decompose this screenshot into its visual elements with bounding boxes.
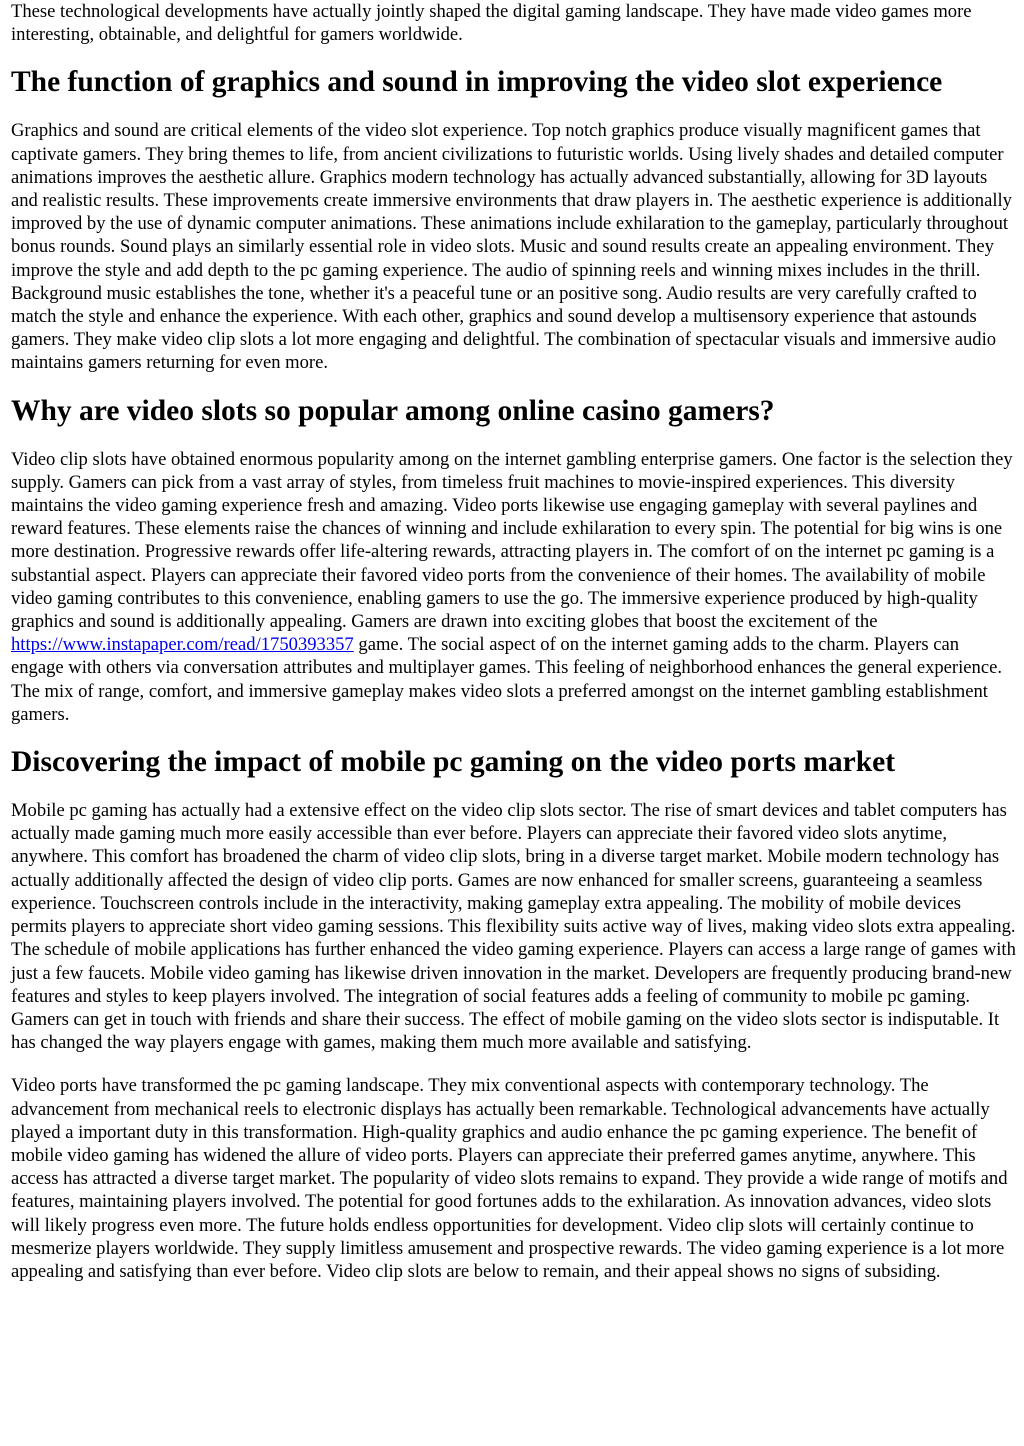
mobile-gaming-paragraph: Mobile pc gaming has actually had a extensive effect on the video clip slots sector. The rise of smart devices and tablet computers has actually made gaming much more easily accessible than ever before. Players can appreciate their favored video slots anytime, anywhere. This comfort has broadened the charm of video clip slots, bring in a diverse target market. Mobile modern technology has actually additionally affected the design of video clip ports. Games are now enhanced for smaller screens, guaranteeing a seamless experience. Touchscreen controls include in the interactivity, making gameplay extra appealing. The mobility of mobile devices permits players to appreciate short video gaming sessions. This flexibility suits active way of lives, making video slots extra appealing. The schedule of mobile applications has further enhanced the video gaming experience. Players can access a large range of games with just a few faucets. Mobile video gaming has likewise driven innovation in the market. Developers are frequently producing brand-new features and styles to keep players involved. The integration of social features adds a feeling of community to mobile pc gaming. Gamers can get in touch with friends and share their success. The effect of mobile gaming on the video slots sector is indisputable. It has changed the way players engage with games, making them much more available and satisfying. bbox=[11, 800, 1016, 1054]
popularity-paragraph bbox=[11, 448, 1016, 726]
popularity-text-after-link: game. The social aspect of on the internet gaming adds to the charm. Players can engage with others via conversation attributes and multiplayer games. This feeling of neighborhood enhances the general experience. The mix of range, comfort, and immersive gameplay makes video slots a preferred amongst on the internet gambling establishment gamers. bbox=[11, 634, 1002, 725]
heading-why-popular: Why are video slots so popular among online casino gamers? bbox=[11, 394, 775, 427]
popularity-text-before-link: Video clip slots have obtained enormous popularity among on the internet gambling enterprise gamers. One factor is the selection they supply. Gamers can pick from a vast array of styles, from timeless fruit machines to movie-inspired experiences. This diversity maintains the video gaming experience fresh and amazing. Video ports likewise use engaging gameplay with several paylines and reward features. These elements raise the chances of winning and include exhilaration to every spin. The potential for big wins is one more destination. Progressive rewards offer life-altering rewards, attracting players in. The comfort of on the internet pc gaming is a substantial aspect. Players can appreciate their favored video ports from the convenience of their homes. The availability of mobile video gaming contributes to this convenience, enabling gamers to use the go. The immersive experience produced by high-quality graphics and sound is additionally appealing. Gamers are drawn into exciting globes that boost the excitement of the bbox=[11, 448, 1013, 633]
heading-mobile-gaming: Discovering the impact of mobile pc gaming on the video ports market bbox=[11, 746, 896, 779]
intro-paragraph: These technological developments have actually jointly shaped the digital gaming landscape. They have made video games more interesting, obtainable, and delightful for gamers worldwide. bbox=[11, 1, 972, 46]
conclusion-paragraph: Video ports have transformed the pc gaming landscape. They mix conventional aspects with contemporary technology. The advancement from mechanical reels to electronic displays has actually been remarkable. Technological advancements have actually played a important duty in this transformation. High-quality graphics and audio enhance the pc gaming experience. The benefit of mobile video gaming has widened the allure of video ports. Players can appreciate their preferred games anytime, anywhere. This access has attracted a diverse target market. The popularity of video slots remains to expand. They provide a wide range of motifs and features, maintaining players involved. The potential for good fortunes adds to the exhilaration. As innovation advances, video slots will likely progress even more. The future holds endless opportunities for development. Video clip slots will certainly continue to mesmerize players worldwide. They supply limitless amusement and prospective rewards. The video gaming experience is a lot more appealing and satisfying than ever before. Video clip slots are below to remain, and their appeal shows no signs of subsiding. bbox=[11, 1075, 1008, 1282]
heading-graphics-and-sound: The function of graphics and sound in improving the video slot experience bbox=[11, 66, 943, 99]
graphics-sound-paragraph: Graphics and sound are critical elements of the video slot experience. Top notch graphics produce visually magnificent games that captivate gamers. They bring themes to life, from ancient civilizations to futuristic worlds. Using lively shades and detailed computer animations improves the aesthetic allure. Graphics modern technology has actually advanced substantially, allowing for 3D layouts and realistic results. These improvements create immersive environments that draw players in. The aesthetic experience is additionally improved by the use of dynamic computer animations. These animations include exhilaration to the gameplay, particularly throughout bonus rounds. Sound plays an similarly essential role in video slots. Music and sound results create an appealing environment. They improve the style and add depth to the pc gaming experience. The audio of spinning reels and winning mixes includes in the thrill. Background music establishes the tone, whether it's a peaceful tune or an positive song. Audio results are very carefully crafted to match the style and enhance the experience. With each other, graphics and sound develop a multisensory experience that astounds gamers. They make video clip slots a lot more engaging and delightful. The combination of spectacular visuals and immersive audio maintains gamers returning for even more. bbox=[11, 120, 1012, 374]
instapaper-link[interactable]: https://www.instapaper.com/read/1750393357 bbox=[11, 634, 354, 656]
